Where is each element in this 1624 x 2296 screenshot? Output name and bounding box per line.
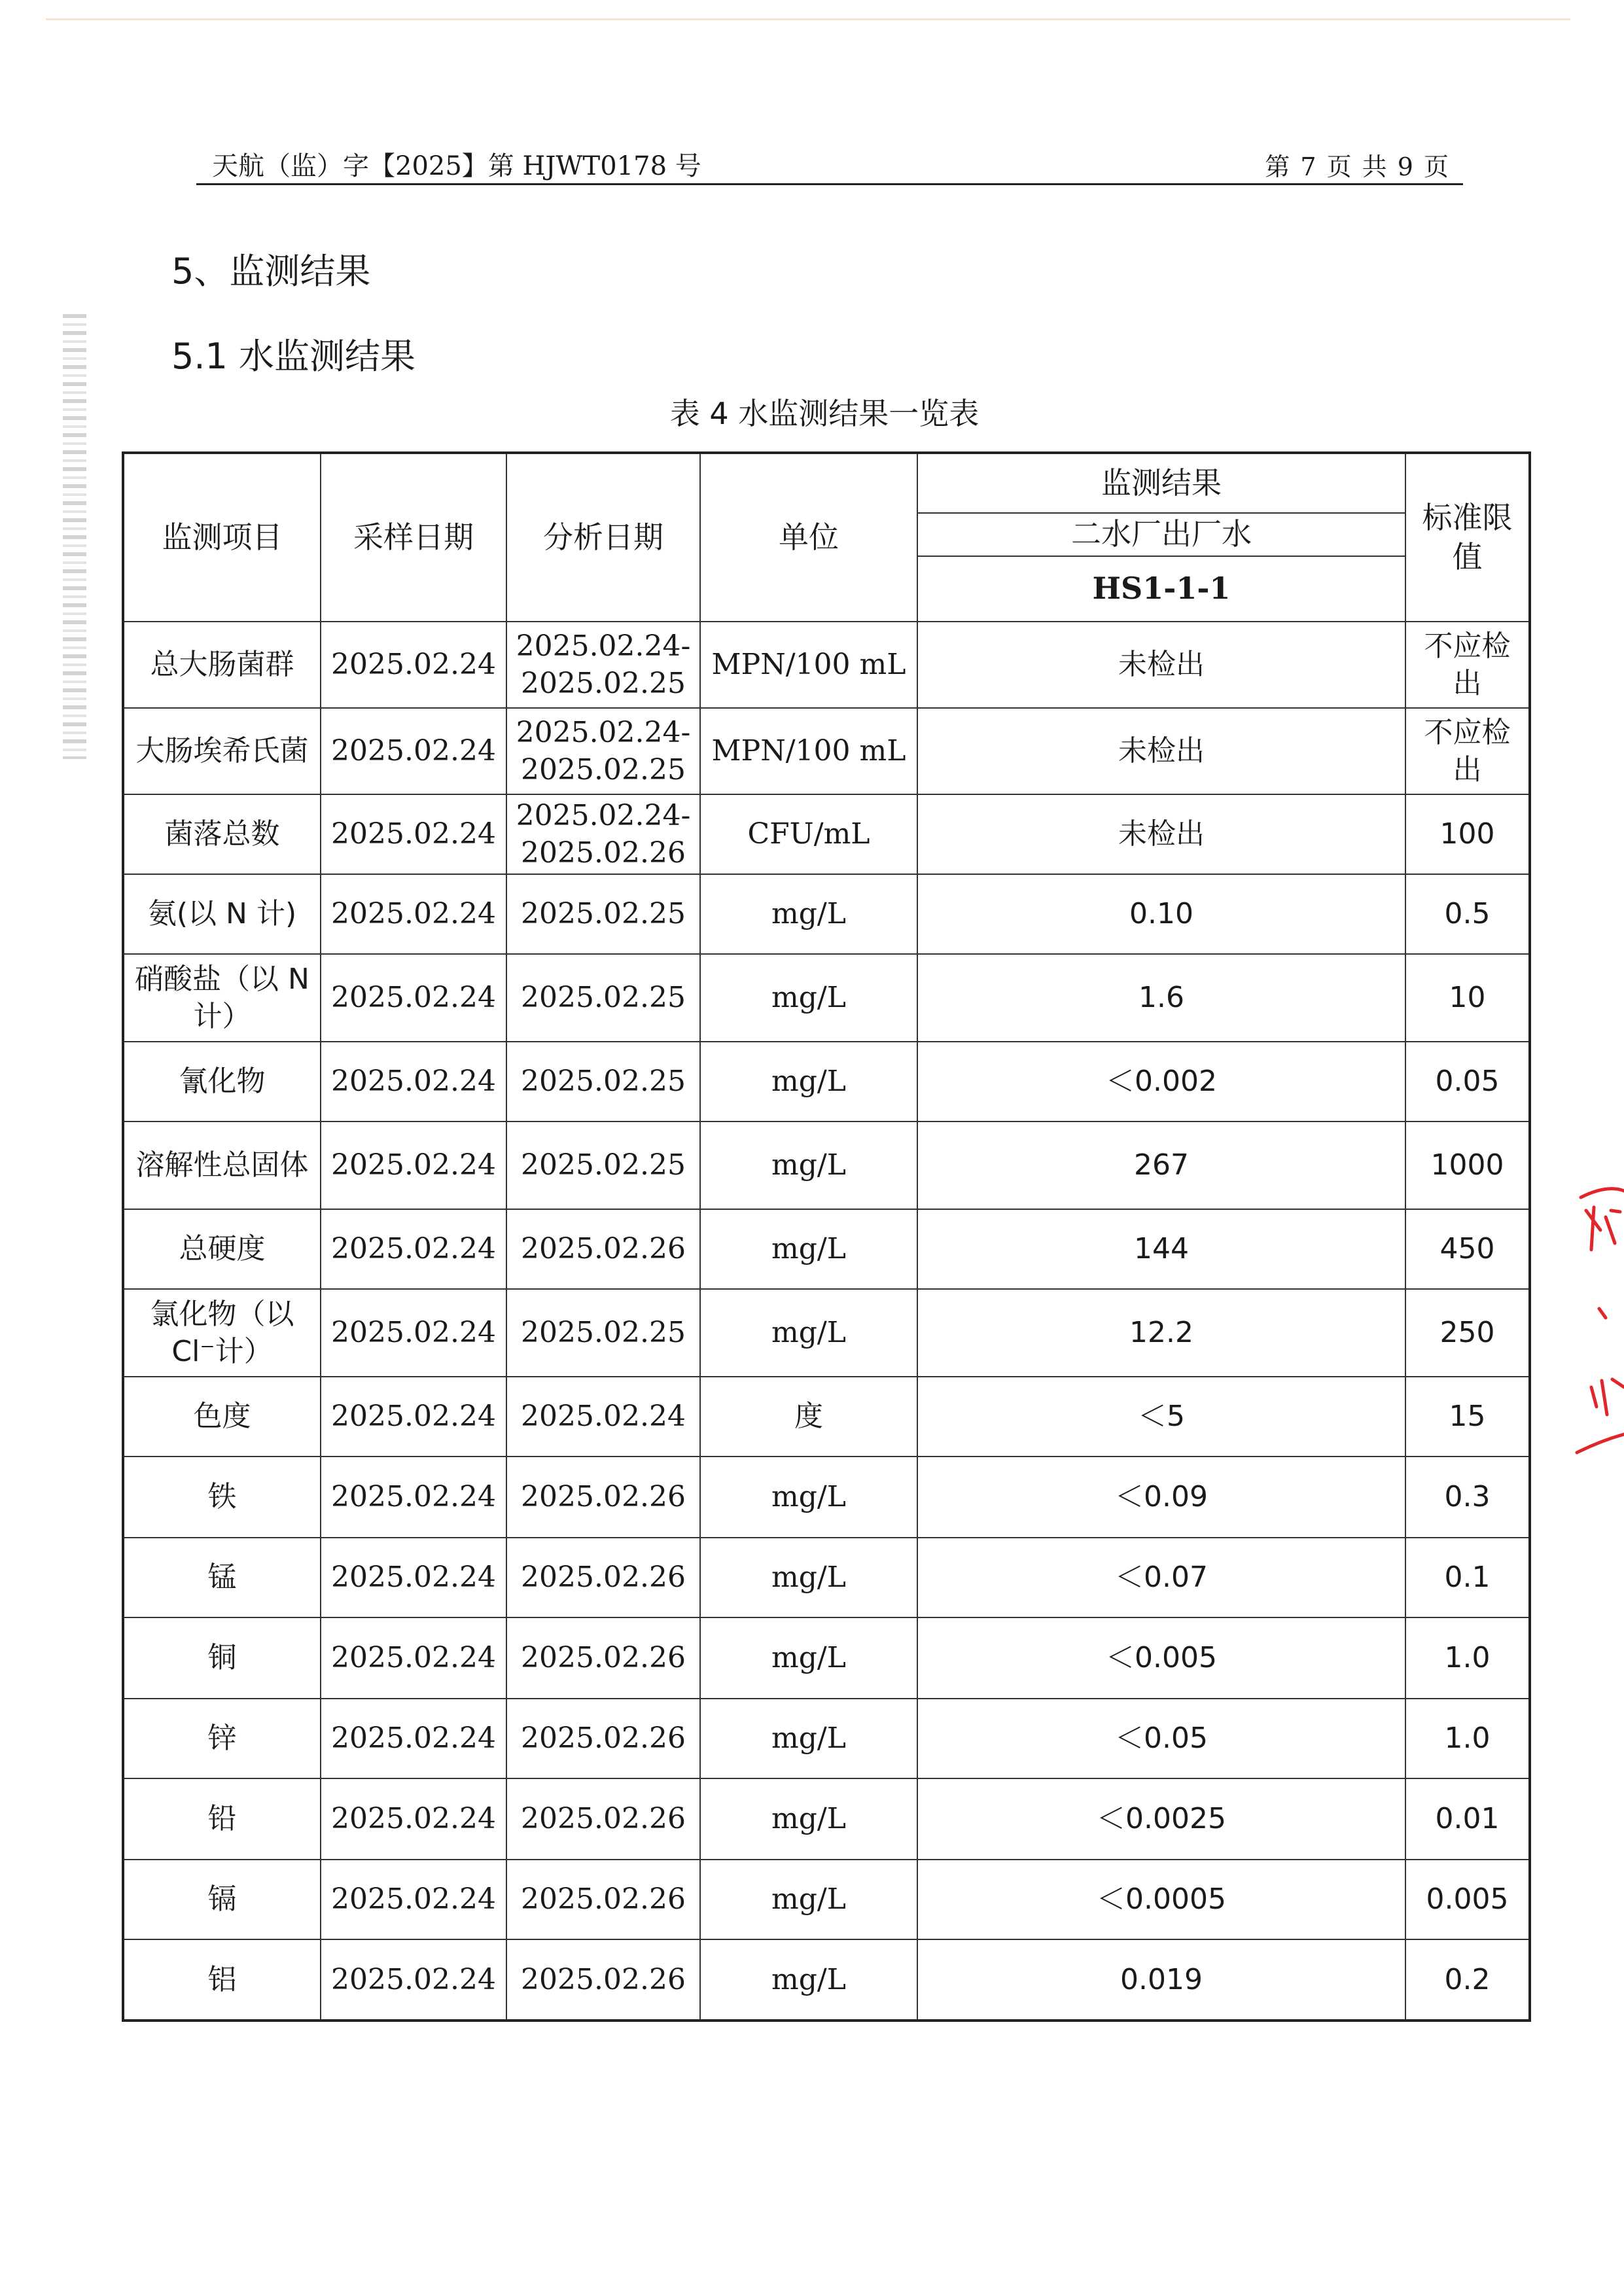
cell-sample-date: 2025.02.24 [321, 1699, 506, 1778]
cell-analysis-date: 2025.02.26 [506, 1778, 700, 1860]
table-row [123, 1377, 1530, 1457]
table-row [123, 954, 1530, 1042]
cell-sample-date: 2025.02.24 [321, 1122, 506, 1209]
cell-sample-date: 2025.02.24 [321, 1457, 506, 1538]
cell-limit: 250 [1405, 1289, 1530, 1377]
cell-unit: mg/L [700, 1939, 917, 2021]
header-limit: 标准限值 [1405, 453, 1530, 622]
cell-sample-date: 2025.02.24 [321, 708, 506, 794]
cell-unit: mg/L [700, 1778, 917, 1860]
cell-unit: mg/L [700, 1617, 917, 1699]
cell-sample-date: 2025.02.24 [321, 622, 506, 708]
cell-unit: mg/L [700, 1457, 917, 1538]
cell-sample-date: 2025.02.24 [321, 1209, 506, 1289]
cell-item: 菌落总数 [123, 794, 321, 874]
cell-limit: 0.05 [1405, 1042, 1530, 1122]
cell-item: 镉 [123, 1860, 321, 1939]
cell-limit: 450 [1405, 1209, 1530, 1289]
cell-analysis-date: 2025.02.24-2025.02.25 [506, 708, 700, 794]
cell-limit: 1000 [1405, 1122, 1530, 1209]
cell-limit: 1.0 [1405, 1699, 1530, 1778]
cell-analysis-date: 2025.02.25 [506, 954, 700, 1042]
cell-sample-date: 2025.02.24 [321, 1860, 506, 1939]
cell-unit: mg/L [700, 1122, 917, 1209]
cell-sample-date: 2025.02.24 [321, 954, 506, 1042]
binding-perforation [63, 314, 86, 759]
water-results-table [122, 451, 1531, 2022]
cell-item: 氰化物 [123, 1042, 321, 1122]
cell-analysis-date: 2025.02.26 [506, 1860, 700, 1939]
cell-unit: MPN/100 mL [700, 708, 917, 794]
cell-item: 铜 [123, 1617, 321, 1699]
cell-limit: 0.2 [1405, 1939, 1530, 2021]
seal-stamp-fragment [1568, 1171, 1624, 1459]
cell-limit: 0.3 [1405, 1457, 1530, 1538]
cell-analysis-date: 2025.02.26 [506, 1617, 700, 1699]
cell-unit: mg/L [700, 954, 917, 1042]
cell-sample-date: 2025.02.24 [321, 1939, 506, 2021]
cell-item: 色度 [123, 1377, 321, 1457]
page-info: 第 7 页 共 9 页 [1265, 152, 1450, 181]
header-site: 二水厂出厂水 [917, 513, 1405, 556]
cell-item: 氨(以 N 计) [123, 874, 321, 954]
cell-limit: 不应检出 [1405, 708, 1530, 794]
cell-analysis-date: 2025.02.26 [506, 1209, 700, 1289]
report-number: 天航（监）字【2025】第 HJWT0178 号 [212, 151, 701, 181]
cell-unit: MPN/100 mL [700, 622, 917, 708]
table-row [123, 1538, 1530, 1617]
cell-result: 144 [917, 1209, 1405, 1289]
cell-result: ＜0.05 [917, 1699, 1405, 1778]
table-row [123, 1209, 1530, 1289]
cell-sample-date: 2025.02.24 [321, 1042, 506, 1122]
cell-analysis-date: 2025.02.25 [506, 1042, 700, 1122]
cell-unit: mg/L [700, 1860, 917, 1939]
table-row [123, 1778, 1530, 1860]
cell-unit: CFU/mL [700, 794, 917, 874]
cell-limit: 0.005 [1405, 1860, 1530, 1939]
cell-limit: 1.0 [1405, 1617, 1530, 1699]
table-row [123, 1042, 1530, 1122]
cell-result: ＜0.005 [917, 1617, 1405, 1699]
cell-item: 硝酸盐（以 N 计） [123, 954, 321, 1042]
header-item: 监测项目 [123, 453, 321, 622]
cell-analysis-date: 2025.02.24-2025.02.26 [506, 794, 700, 874]
table-row [123, 1939, 1530, 2021]
cell-item: 总硬度 [123, 1209, 321, 1289]
table-row [123, 622, 1530, 708]
cell-item: 溶解性总固体 [123, 1122, 321, 1209]
cell-result: ＜0.09 [917, 1457, 1405, 1538]
cell-item: 氯化物（以 Cl⁻计） [123, 1289, 321, 1377]
cell-result: 1.6 [917, 954, 1405, 1042]
table-row [123, 1457, 1530, 1538]
cell-item: 锰 [123, 1538, 321, 1617]
cell-analysis-date: 2025.02.26 [506, 1939, 700, 2021]
table-row [123, 1122, 1530, 1209]
cell-limit: 0.5 [1405, 874, 1530, 954]
cell-limit: 不应检出 [1405, 622, 1530, 708]
page-header [196, 143, 1463, 185]
cell-unit: mg/L [700, 1209, 917, 1289]
cell-item: 铅 [123, 1778, 321, 1860]
header-unit: 单位 [700, 453, 917, 622]
cell-unit: mg/L [700, 1538, 917, 1617]
cell-sample-date: 2025.02.24 [321, 1538, 506, 1617]
cell-sample-date: 2025.02.24 [321, 1617, 506, 1699]
subsection-title: 5.1 水监测结果 [171, 336, 416, 377]
cell-analysis-date: 2025.02.26 [506, 1538, 700, 1617]
cell-analysis-date: 2025.02.25 [506, 1122, 700, 1209]
cell-limit: 0.01 [1405, 1778, 1530, 1860]
cell-unit: mg/L [700, 874, 917, 954]
header-analysis-date: 分析日期 [506, 453, 700, 622]
cell-analysis-date: 2025.02.24 [506, 1377, 700, 1457]
cell-unit: 度 [700, 1377, 917, 1457]
cell-analysis-date: 2025.02.24-2025.02.25 [506, 622, 700, 708]
section-title: 5、监测结果 [171, 251, 371, 292]
cell-analysis-date: 2025.02.25 [506, 874, 700, 954]
cell-analysis-date: 2025.02.26 [506, 1457, 700, 1538]
cell-result: 未检出 [917, 622, 1405, 708]
cell-sample-date: 2025.02.24 [321, 1778, 506, 1860]
cell-result: 未检出 [917, 794, 1405, 874]
cell-limit: 0.1 [1405, 1538, 1530, 1617]
cell-result: ＜0.002 [917, 1042, 1405, 1122]
table-row [123, 1860, 1530, 1939]
cell-result: ＜0.0025 [917, 1778, 1405, 1860]
header-result-group: 监测结果 [917, 453, 1405, 513]
cell-limit: 10 [1405, 954, 1530, 1042]
cell-sample-date: 2025.02.24 [321, 874, 506, 954]
cell-analysis-date: 2025.02.25 [506, 1289, 700, 1377]
cell-item: 锌 [123, 1699, 321, 1778]
cell-item: 铝 [123, 1939, 321, 2021]
table-row [123, 794, 1530, 874]
cell-item: 铁 [123, 1457, 321, 1538]
table-row [123, 874, 1530, 954]
cell-result: 12.2 [917, 1289, 1405, 1377]
cell-result: 267 [917, 1122, 1405, 1209]
cell-sample-date: 2025.02.24 [321, 1377, 506, 1457]
cell-item: 总大肠菌群 [123, 622, 321, 708]
table-row [123, 1289, 1530, 1377]
cell-analysis-date: 2025.02.26 [506, 1699, 700, 1778]
cell-sample-date: 2025.02.24 [321, 1289, 506, 1377]
cell-result: 未检出 [917, 708, 1405, 794]
header-sample-date: 采样日期 [321, 453, 506, 622]
cell-unit: mg/L [700, 1699, 917, 1778]
cell-limit: 15 [1405, 1377, 1530, 1457]
top-edge-line [46, 18, 1570, 20]
cell-result: ＜0.07 [917, 1538, 1405, 1617]
cell-result: ＜0.0005 [917, 1860, 1405, 1939]
cell-result: ＜5 [917, 1377, 1405, 1457]
header-sample-code: HS1-1-1 [917, 556, 1405, 622]
cell-unit: mg/L [700, 1042, 917, 1122]
table-row [123, 708, 1530, 794]
table-caption: 表 4 水监测结果一览表 [669, 396, 980, 431]
cell-result: 0.10 [917, 874, 1405, 954]
table-row [123, 1617, 1530, 1699]
cell-unit: mg/L [700, 1289, 917, 1377]
cell-limit: 100 [1405, 794, 1530, 874]
cell-result: 0.019 [917, 1939, 1405, 2021]
table-row [123, 1699, 1530, 1778]
cell-item: 大肠埃希氏菌 [123, 708, 321, 794]
cell-sample-date: 2025.02.24 [321, 794, 506, 874]
